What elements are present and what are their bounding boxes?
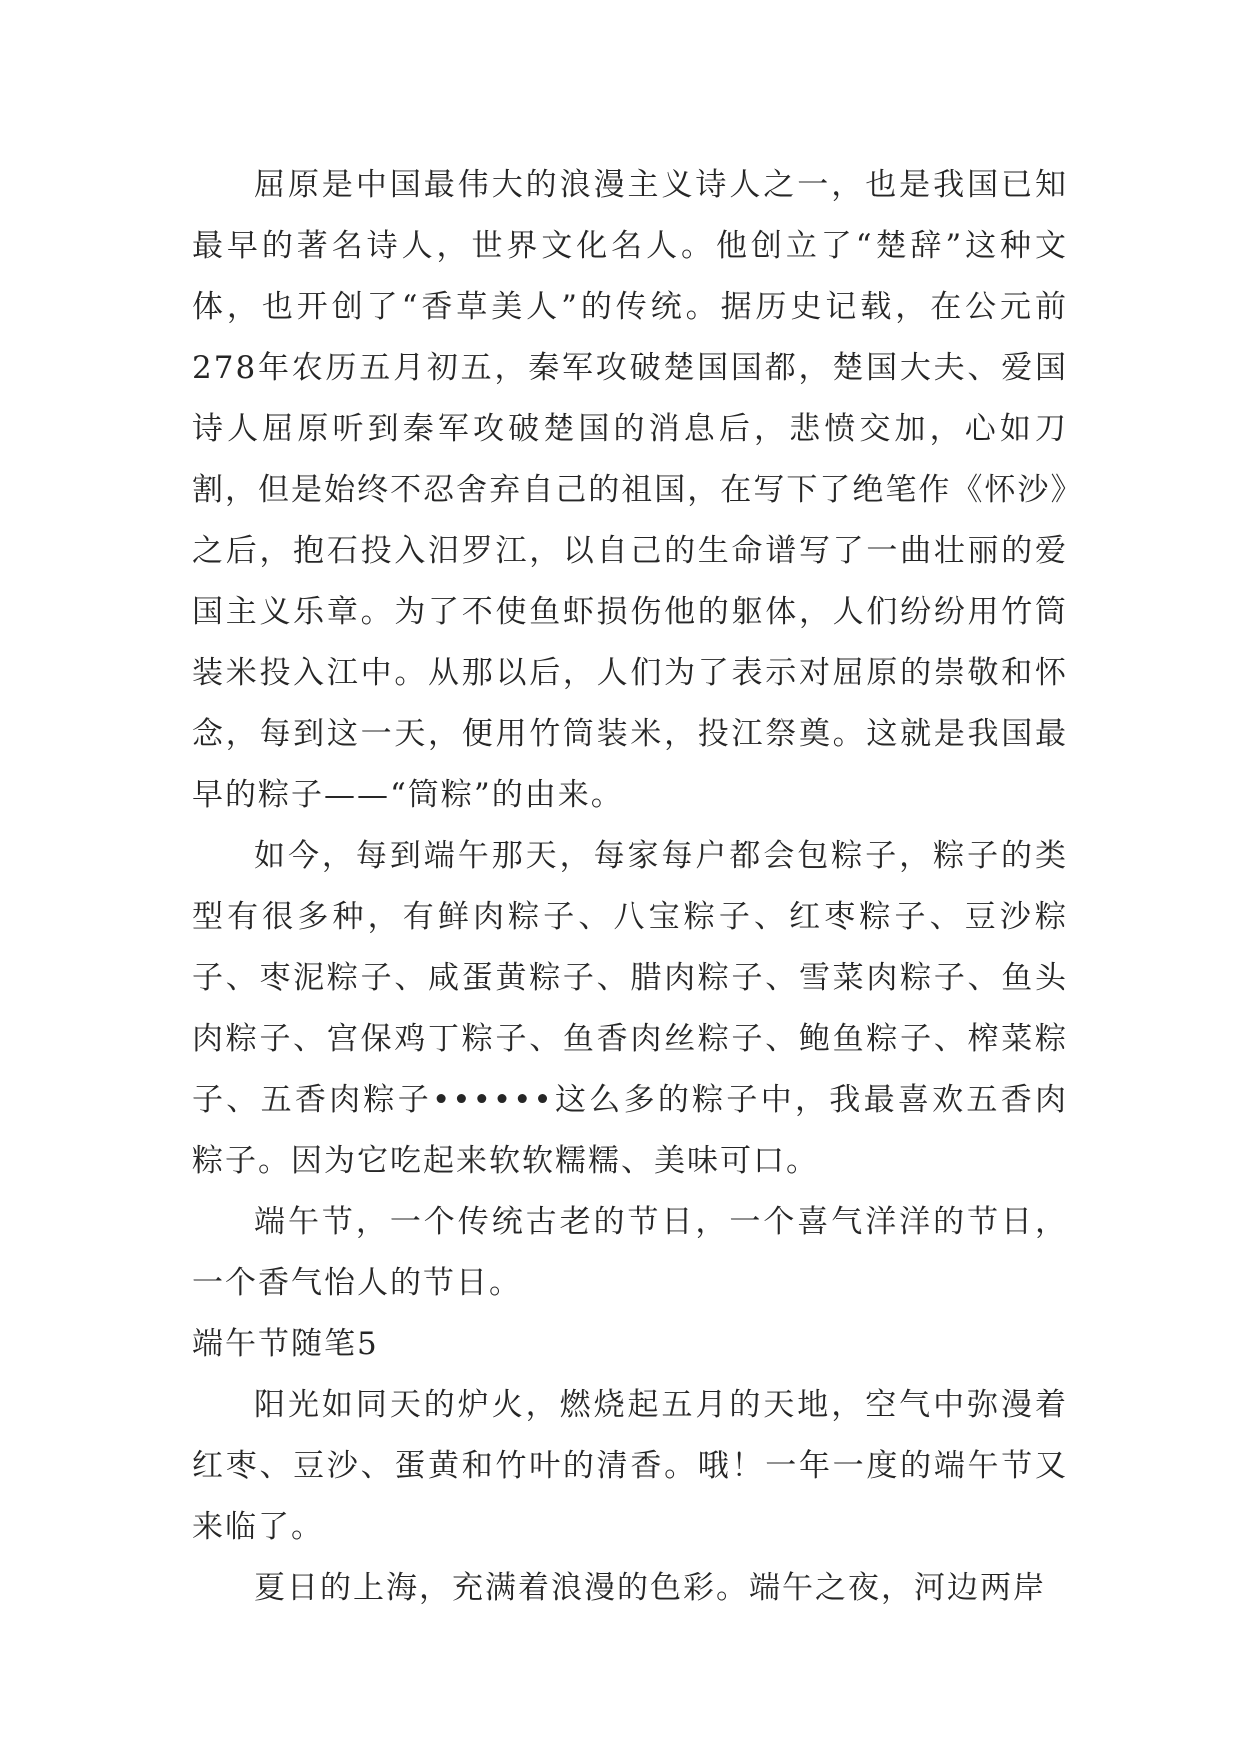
paragraph-festival-summary: 端午节，一个传统古老的节日，一个喜气洋洋的节日，一个香气怡人的节日。 (192, 1204, 1068, 1301)
paragraph-quyuan-story: 屈原是中国最伟大的浪漫主义诗人之一，也是我国已知最早的著名诗人，世界文化名人。他创立了“楚辞”这种文体，也开创了“香草美人”的传统。据历史记载，在公元前278年农历五月初五，秦军攻破楚国国都，楚国大夫、爱国诗人屈原听到秦军攻破楚国的消息后，悲愤交加，心如刀割，但是始终不忍舍弃自己的祖国，在写下了绝笔作《怀沙》之后，抱石投入汨罗江，以自己的生命谱写了一曲壮丽的爱国主义乐章。为了不使鱼虾损伤他的躯体，人们纷纷用竹筒装米投入江中。从那以后，人们为了表示对屈原的崇敬和怀念，每到这一天，便用竹筒装米，投江祭奠。这就是我国最早的粽子——“筒粽”的由来。 (192, 167, 1068, 813)
document-body (192, 155, 1068, 1619)
section-heading: 端午节随笔5 (192, 1326, 379, 1362)
paragraph-sunshine: 阳光如同天的炉火，燃烧起五月的天地，空气中弥漫着红枣、豆沙、蛋黄和竹叶的清香。哦！一年一度的端午节又来临了。 (192, 1387, 1068, 1545)
paragraph-zongzi-types: 如今，每到端午那天，每家每户都会包粽子，粽子的类型有很多种，有鲜肉粽子、八宝粽子、红枣粽子、豆沙粽子、枣泥粽子、咸蛋黄粽子、腊肉粽子、雪菜肉粽子、鱼头肉粽子、宫保鸡丁粽子、鱼香肉丝粽子、鲍鱼粽子、榨菜粽子、五香肉粽子••••••这么多的粽子中，我最喜欢五香肉粽子。因为它吃起来软软糯糯、美味可口。 (192, 838, 1068, 1179)
paragraph-shanghai: 夏日的上海，充满着浪漫的色彩。端午之夜，河边两岸 (254, 1570, 1046, 1606)
